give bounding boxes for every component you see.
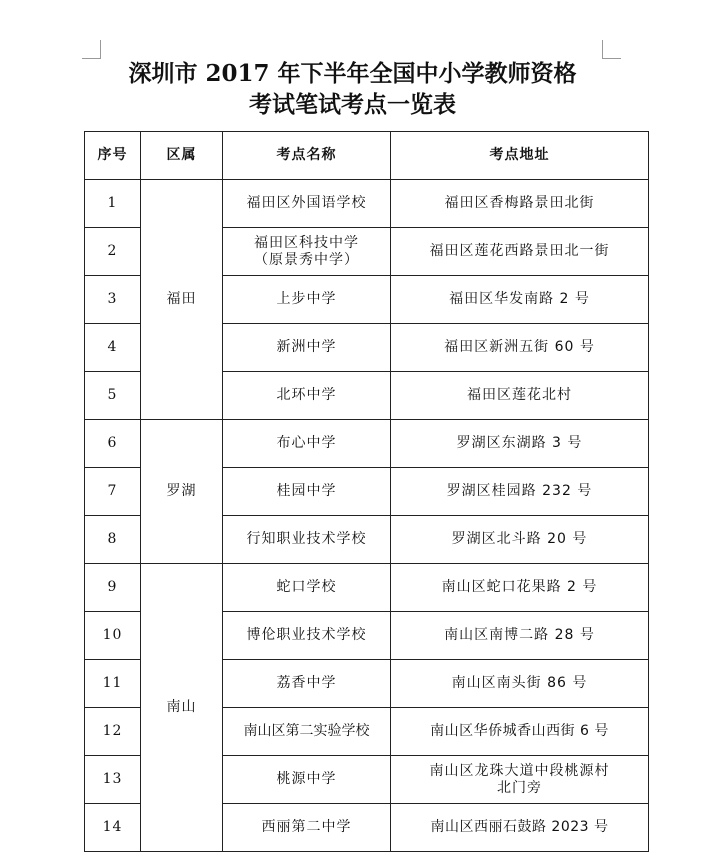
site-address: 南山区蛇口花果路 2 号 bbox=[391, 564, 649, 612]
site-name: 新洲中学 bbox=[223, 324, 391, 372]
header-no: 序号 bbox=[85, 132, 141, 180]
site-address: 罗湖区桂园路 232 号 bbox=[391, 468, 649, 516]
site-name: 行知职业技术学校 bbox=[223, 516, 391, 564]
site-name: 福田区外国语学校 bbox=[223, 180, 391, 228]
table-header-row bbox=[85, 132, 649, 180]
row-no: 6 bbox=[85, 420, 141, 468]
document-title bbox=[0, 58, 705, 120]
site-name: 上步中学 bbox=[223, 276, 391, 324]
site-address: 南山区南博二路 28 号 bbox=[391, 612, 649, 660]
site-address: 罗湖区东湖路 3 号 bbox=[391, 420, 649, 468]
site-address: 南山区华侨城香山西街 6 号 bbox=[391, 708, 649, 756]
site-address: 南山区西丽石鼓路 2023 号 bbox=[391, 804, 649, 852]
row-no: 8 bbox=[85, 516, 141, 564]
exam-site-table bbox=[84, 131, 649, 852]
row-no: 4 bbox=[85, 324, 141, 372]
site-name: 北环中学 bbox=[223, 372, 391, 420]
row-no: 1 bbox=[85, 180, 141, 228]
row-no: 2 bbox=[85, 228, 141, 276]
site-address: 福田区莲花西路景田北一街 bbox=[391, 228, 649, 276]
site-address: 罗湖区北斗路 20 号 bbox=[391, 516, 649, 564]
site-name: 西丽第二中学 bbox=[223, 804, 391, 852]
row-no: 10 bbox=[85, 612, 141, 660]
district-cell-futian: 福田 bbox=[141, 180, 223, 420]
row-no: 14 bbox=[85, 804, 141, 852]
site-name: 桃源中学 bbox=[223, 756, 391, 804]
title-line-2: 考试笔试考点一览表 bbox=[249, 91, 456, 118]
site-address: 南山区龙珠大道中段桃源村 北门旁 bbox=[391, 756, 649, 804]
site-address: 福田区华发南路 2 号 bbox=[391, 276, 649, 324]
site-address: 福田区莲花北村 bbox=[391, 372, 649, 420]
site-name: 蛇口学校 bbox=[223, 564, 391, 612]
site-name: 南山区第二实验学校 bbox=[223, 708, 391, 756]
header-district: 区属 bbox=[141, 132, 223, 180]
site-address: 福田区新洲五街 60 号 bbox=[391, 324, 649, 372]
site-address: 福田区香梅路景田北街 bbox=[391, 180, 649, 228]
crop-mark-top-right bbox=[602, 40, 621, 59]
row-no: 12 bbox=[85, 708, 141, 756]
site-name: 布心中学 bbox=[223, 420, 391, 468]
title-line-1: 深圳市 2017 年下半年全国中小学教师资格 bbox=[128, 60, 577, 87]
table-row bbox=[85, 420, 649, 468]
crop-mark-top-left bbox=[82, 40, 101, 59]
site-name: 福田区科技中学 （原景秀中学） bbox=[223, 228, 391, 276]
row-no: 13 bbox=[85, 756, 141, 804]
district-cell-nanshan: 南山 bbox=[141, 564, 223, 852]
district-cell-luohu: 罗湖 bbox=[141, 420, 223, 564]
row-no: 7 bbox=[85, 468, 141, 516]
header-name: 考点名称 bbox=[223, 132, 391, 180]
header-address: 考点地址 bbox=[391, 132, 649, 180]
site-name: 荔香中学 bbox=[223, 660, 391, 708]
table-row bbox=[85, 180, 649, 228]
row-no: 9 bbox=[85, 564, 141, 612]
site-address: 南山区南头街 86 号 bbox=[391, 660, 649, 708]
row-no: 11 bbox=[85, 660, 141, 708]
row-no: 5 bbox=[85, 372, 141, 420]
row-no: 3 bbox=[85, 276, 141, 324]
site-name: 桂园中学 bbox=[223, 468, 391, 516]
site-name: 博伦职业技术学校 bbox=[223, 612, 391, 660]
table-row bbox=[85, 564, 649, 612]
